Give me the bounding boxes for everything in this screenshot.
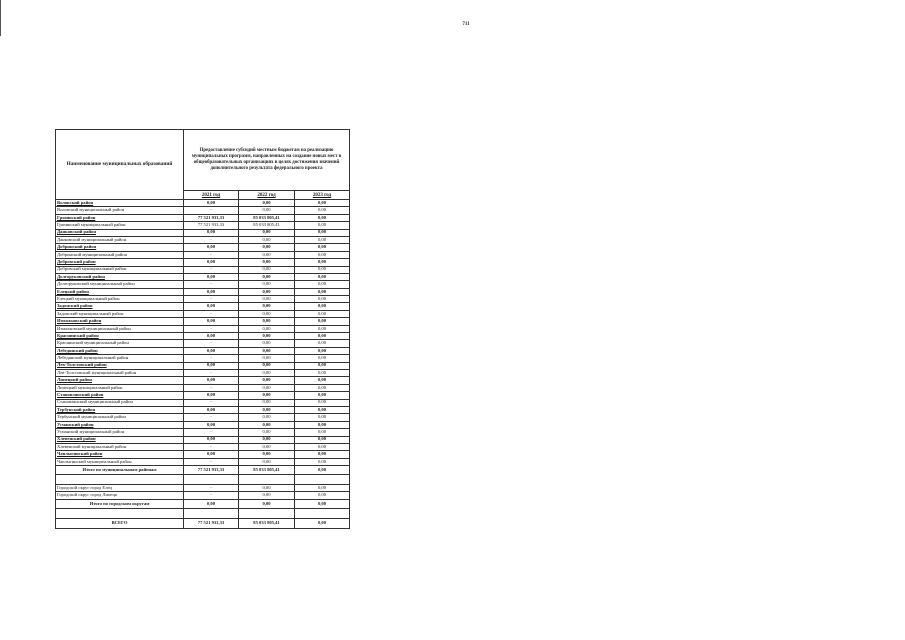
value-cell: - [184,384,239,391]
page-number: 711 [462,22,470,27]
value-cell: 0,00 [295,443,350,450]
row-name-cell: Итого по муниципальным районам [56,466,184,475]
district-row [56,259,350,266]
value-cell [184,475,239,485]
value-cell: 0,00 [295,466,350,475]
row-name-cell: Елецкий район [56,288,184,295]
value-cell: 0,00 [184,406,239,413]
row-name-cell: Городской округ город Елец [56,485,184,492]
value-cell: 0,00 [295,429,350,436]
value-cell: - [184,369,239,376]
value-cell: 0,00 [239,303,295,310]
column-header-title: Предоставление субсидий местным бюджетам на реализацию муниципальных программ, направленных на создание новых мест в общеобразовательных организациях в целях достижения значений дополнительного результата федерального проекта [184,130,350,191]
value-cell: - [184,340,239,347]
municipality-row [56,281,350,288]
value-cell: 0,00 [239,362,295,369]
value-cell: 0,00 [295,369,350,376]
value-cell: 0,00 [239,499,295,508]
value-cell: 0,00 [295,340,350,347]
value-cell: 0,00 [239,251,295,258]
value-cell: 0,00 [239,485,295,492]
value-cell [239,475,295,485]
value-cell: 0,00 [239,288,295,295]
row-name-cell: Усманский район [56,421,184,428]
column-header-year: 2021 год [184,191,239,200]
value-cell: 0,00 [295,244,350,251]
row-name-cell: Елецкий муниципальный район [56,296,184,303]
row-name-cell: Хлевенский район [56,436,184,443]
value-cell: 0,00 [295,303,350,310]
row-name-cell: Лебедянский муниципальный район [56,355,184,362]
value-cell: 0,00 [184,377,239,384]
value-cell: 0,00 [295,259,350,266]
table-body [56,200,350,529]
row-name-cell: Становлянский район [56,392,184,399]
district-row [56,273,350,280]
row-name-cell: Добринский муниципальный район [56,251,184,258]
value-cell: 0,00 [239,392,295,399]
value-cell: 0,00 [239,310,295,317]
row-name-cell: Долгоруковский район [56,273,184,280]
value-cell: 0,00 [239,436,295,443]
row-name-cell: Задонский муниципальный район [56,310,184,317]
row-name-cell: Краснинский муниципальный район [56,340,184,347]
row-name-cell: Воловский район [56,200,184,207]
value-cell: 0,00 [295,281,350,288]
value-cell: 0,00 [184,259,239,266]
value-cell: - [184,325,239,332]
row-name-cell: Тербунский муниципальный район [56,414,184,421]
value-cell: 0,00 [184,499,239,508]
district-row [56,347,350,354]
row-name-cell [56,508,184,518]
value-cell: 0,00 [295,207,350,214]
value-cell: - [184,443,239,450]
value-cell: 0,00 [295,406,350,413]
row-name-cell: Чаплыгинский муниципальный район [56,458,184,465]
subtotal-row [56,466,350,475]
value-cell: - [184,414,239,421]
value-cell: 0,00 [295,296,350,303]
row-name-cell: Лев-Толстовский район [56,362,184,369]
row-name-cell: Становлянский муниципальный район [56,399,184,406]
value-cell: 0,00 [295,362,350,369]
value-cell: 0,00 [239,281,295,288]
value-cell: 0,00 [295,229,350,236]
value-cell: 0,00 [295,518,350,528]
value-cell: 0,00 [239,347,295,354]
value-cell: 0,00 [295,251,350,258]
value-cell: 0,00 [295,377,350,384]
row-name-cell: Измалковский муниципальный район [56,325,184,332]
municipality-row [56,485,350,492]
value-cell [295,475,350,485]
value-cell [295,508,350,518]
value-cell: 0,00 [295,436,350,443]
district-row [56,200,350,207]
value-cell: 77 521 933,33 [184,214,239,221]
value-cell: 0,00 [239,443,295,450]
value-cell: 0,00 [239,458,295,465]
row-name-cell: ВСЕГО [56,518,184,528]
value-cell: 0,00 [239,399,295,406]
value-cell: 0,00 [184,421,239,428]
district-row [56,392,350,399]
row-name-cell: Данковский район [56,229,184,236]
value-cell: 0,00 [239,355,295,362]
value-cell: - [184,207,239,214]
value-cell: 0,00 [295,200,350,207]
value-cell: 0,00 [239,340,295,347]
value-cell: 0,00 [239,318,295,325]
municipality-row [56,443,350,450]
column-header-year: 2022 год [239,191,295,200]
municipality-row [56,310,350,317]
value-cell: 0,00 [239,421,295,428]
subsidy-table [55,129,350,529]
row-name-cell: Добровский район [56,259,184,266]
value-cell: - [184,251,239,258]
value-cell: - [184,492,239,499]
row-name-cell: Лебедянский район [56,347,184,354]
value-cell: - [184,266,239,273]
value-cell: 0,00 [239,273,295,280]
value-cell: 0,00 [239,333,295,340]
spacer-row [56,508,350,518]
row-name-cell: Воловский муниципальный район [56,207,184,214]
value-cell: 0,00 [295,347,350,354]
value-cell: 0,00 [239,384,295,391]
municipality-row [56,236,350,243]
value-cell: 85 033 805,41 [239,518,295,528]
column-header-name: Наименование муниципальных образований [56,130,184,200]
value-cell: 0,00 [239,229,295,236]
spacer-row [56,475,350,485]
district-row [56,229,350,236]
value-cell: 0,00 [239,325,295,332]
value-cell: 0,00 [295,458,350,465]
row-name-cell: Чаплыгинский район [56,451,184,458]
value-cell: 0,00 [184,303,239,310]
value-cell [239,508,295,518]
value-cell: 0,00 [184,451,239,458]
value-cell: 0,00 [184,288,239,295]
value-cell: - [184,429,239,436]
value-cell: 0,00 [184,347,239,354]
row-name-cell: Хлевенский муниципальный район [56,443,184,450]
value-cell: 0,00 [239,244,295,251]
row-name-cell: Долгоруковский муниципальный район [56,281,184,288]
value-cell: 85 033 805,41 [239,222,295,229]
value-cell: - [184,310,239,317]
value-cell: 0,00 [295,421,350,428]
district-row [56,377,350,384]
value-cell: 0,00 [295,492,350,499]
row-name-cell: Краснинский район [56,333,184,340]
municipality-row [56,251,350,258]
municipality-row [56,296,350,303]
value-cell: 0,00 [295,485,350,492]
value-cell: - [184,355,239,362]
row-name-cell: Лев-Толстовский муниципальный район [56,369,184,376]
value-cell: 0,00 [184,229,239,236]
district-row [56,451,350,458]
value-cell: 0,00 [295,399,350,406]
municipality-row [56,207,350,214]
value-cell: 0,00 [295,499,350,508]
value-cell: 0,00 [239,492,295,499]
row-name-cell: Итого по городским округам [56,499,184,508]
row-name-cell: Грязинский район [56,214,184,221]
value-cell: 0,00 [184,436,239,443]
value-cell: 0,00 [184,200,239,207]
value-cell: 85 033 805,41 [239,466,295,475]
municipality-row [56,266,350,273]
district-row [56,303,350,310]
municipality-row [56,340,350,347]
district-row [56,421,350,428]
value-cell: 0,00 [239,406,295,413]
value-cell: - [184,296,239,303]
value-cell: 0,00 [239,429,295,436]
district-row [56,362,350,369]
municipality-row [56,369,350,376]
value-cell: 0,00 [295,273,350,280]
district-row [56,214,350,221]
value-cell: 0,00 [239,200,295,207]
value-cell: 0,00 [295,325,350,332]
row-name-cell: Измалковский район [56,318,184,325]
value-cell: 0,00 [295,392,350,399]
total-row [56,518,350,528]
value-cell: 0,00 [184,273,239,280]
value-cell: 0,00 [239,236,295,243]
row-name-cell [56,475,184,485]
value-cell: 0,00 [295,214,350,221]
municipality-row [56,399,350,406]
row-name-cell: Задонский район [56,303,184,310]
value-cell: 0,00 [295,288,350,295]
value-cell: 0,00 [295,451,350,458]
value-cell: 0,00 [239,377,295,384]
value-cell: - [184,236,239,243]
municipality-row [56,414,350,421]
municipality-row [56,384,350,391]
value-cell: 0,00 [295,266,350,273]
value-cell: 85 033 805,41 [239,214,295,221]
value-cell: - [184,399,239,406]
row-name-cell: Добровский муниципальный район [56,266,184,273]
value-cell: 0,00 [239,259,295,266]
district-row [56,318,350,325]
district-row [56,406,350,413]
value-cell: 0,00 [184,333,239,340]
municipality-row [56,492,350,499]
value-cell: 0,00 [239,207,295,214]
value-cell: 0,00 [184,392,239,399]
district-row [56,436,350,443]
municipality-row [56,325,350,332]
value-cell: 0,00 [295,222,350,229]
value-cell: 0,00 [295,318,350,325]
value-cell: 0,00 [295,333,350,340]
municipality-row [56,429,350,436]
district-row [56,244,350,251]
value-cell: 77 521 933,33 [184,222,239,229]
value-cell: 0,00 [295,355,350,362]
value-cell: 0,00 [295,414,350,421]
municipality-row [56,458,350,465]
value-cell: 77 521 933,33 [184,518,239,528]
subtotal-row [56,499,350,508]
column-header-year: 2023 год [295,191,350,200]
district-row [56,333,350,340]
value-cell: 0,00 [239,369,295,376]
row-name-cell: Городской округ город Липецк [56,492,184,499]
value-cell: 0,00 [295,310,350,317]
value-cell: 77 521 933,33 [184,466,239,475]
row-name-cell: Данковский муниципальный район [56,236,184,243]
row-name-cell: Тербунский район [56,406,184,413]
value-cell: - [184,458,239,465]
page-edge-mark [0,0,1,36]
value-cell: 0,00 [295,384,350,391]
row-name-cell: Добринский район [56,244,184,251]
row-name-cell: Липецкий район [56,377,184,384]
value-cell: 0,00 [239,296,295,303]
value-cell: - [184,485,239,492]
value-cell [184,508,239,518]
value-cell: 0,00 [239,451,295,458]
value-cell: 0,00 [239,266,295,273]
value-cell: 0,00 [184,318,239,325]
value-cell: - [184,281,239,288]
row-name-cell: Усманский муниципальный район [56,429,184,436]
value-cell: 0,00 [184,244,239,251]
value-cell: 0,00 [184,362,239,369]
value-cell: 0,00 [295,236,350,243]
municipality-row [56,355,350,362]
municipality-row [56,222,350,229]
row-name-cell: Грязинский муниципальный район [56,222,184,229]
district-row [56,288,350,295]
value-cell: 0,00 [239,414,295,421]
row-name-cell: Липецкий муниципальный район [56,384,184,391]
